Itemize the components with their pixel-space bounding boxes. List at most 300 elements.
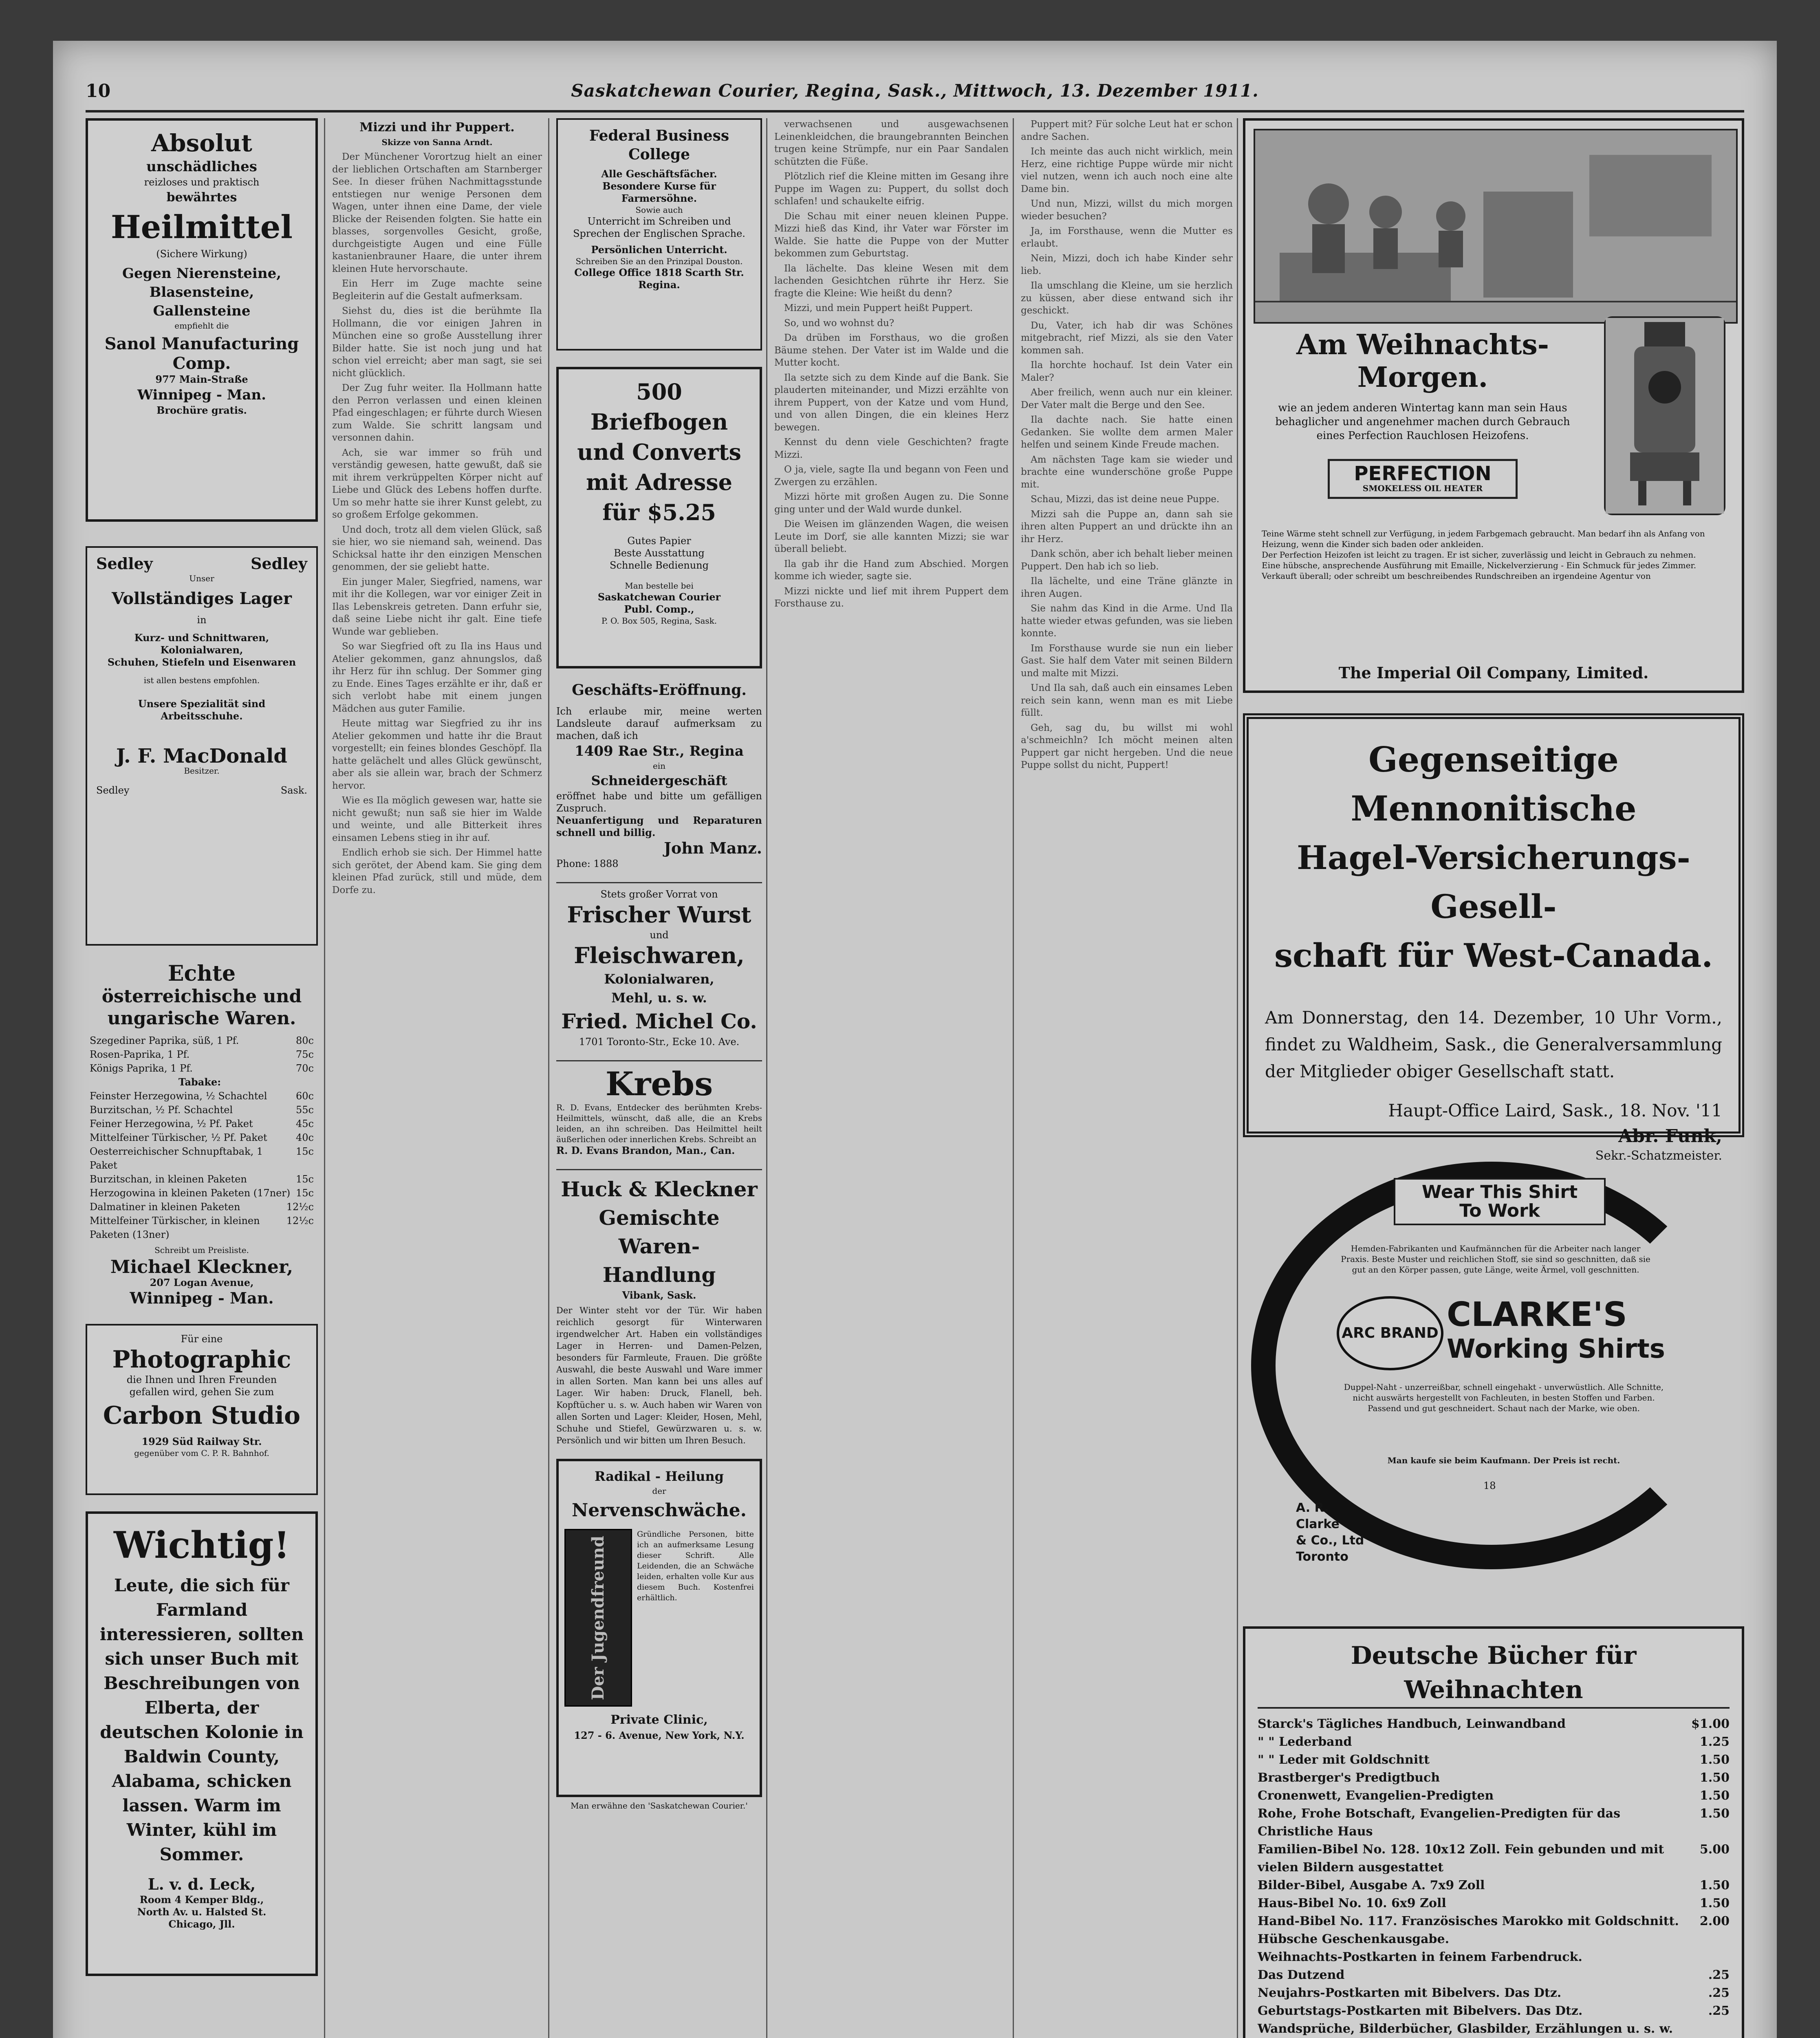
book-list-item (1258, 1733, 1730, 1751)
ad-carbon-l2: Photographic (112, 1345, 291, 1373)
story-paragraph: Mizzi nickte und lief mit ihrem Puppert dem Forsthause zu. (774, 586, 1009, 609)
clarke-name4: Toronto (1296, 1550, 1348, 1564)
ad-absolut-title: Absolut (151, 129, 252, 157)
ad-sedley-spec1: Unsere Spezialität sind (138, 698, 266, 710)
ad-krebs (556, 1060, 762, 1157)
ad-perfection-copy (1262, 329, 1584, 499)
story-paragraph: Puppert mit? Für solche Leut hat er schon andre Sachen. (1021, 119, 1233, 142)
book-title: Rohe, Frohe Botschaft, Evangelien-Predigten für das Christliche Haus (1258, 1806, 1620, 1839)
price-item-price: 15c (296, 1146, 314, 1157)
story-paragraph: Und doch, trotz all dem vielen Glück, saß sie hier, wo sie niemand sah, weinend. Das Schicksal hatte ihr den einzigen Menschen genommen, der sie geliebt hatte. (332, 524, 542, 572)
ad-mennonite-title2: Hagel-Versicherungs-Gesell- (1297, 838, 1690, 926)
perfection-brand-sub: SMOKELESS OIL HEATER (1362, 483, 1483, 493)
book-price-list (1258, 1715, 1730, 2038)
book-price: 1.50 (1699, 1771, 1730, 1785)
story-paragraph: Am nächsten Tage kam sie wieder und brachte eine wunderschöne große Puppe mit. (1021, 454, 1233, 490)
price-list-item (90, 1034, 314, 1048)
ad-carbon-addr2: gegenüber vom C. P. R. Bahnhof. (134, 1448, 269, 1458)
ad-sedley-right: Sedley (251, 554, 307, 573)
column-divider (1013, 118, 1014, 2038)
price-item-price: 80c (296, 1035, 314, 1046)
ad-absolut-line1: unschädliches (146, 159, 257, 175)
column-5-story (1021, 118, 1233, 2038)
book-list-item (1258, 1912, 1730, 1948)
ad-briefbogen (556, 367, 762, 668)
ad-kleckner-addr: 207 Logan Avenue, (150, 1277, 254, 1288)
ad-sedley-foot-right: Sask. (280, 785, 307, 796)
clarke-company (1296, 1500, 1364, 1565)
ad-sedley-owner: J. F. MacDonald (116, 745, 287, 768)
story-paragraph: So war Siegfried oft zu Ila ins Haus und Atelier gekommen, ganz ahnungslos, daß ihr Herz für ihn schlug. Der Sommer ging zu Ende. Eines Tages erzählte er ihr, daß er sich verlobt habe mit einem jungen Mädchen aus guter Familie. (332, 641, 542, 714)
ad-michel-name: Fried. Michel Co. (561, 1009, 757, 1033)
ad-wichtig-body: Leute, die sich für Farmland interessieren, sollten sich unser Buch mit Beschreibungen von Elberta, der deutschen Kolonie in Baldwin County, Alabama, schicken lassen. Warm im Winter, kühl im Sommer. (99, 1575, 304, 1864)
price-list-item (90, 1186, 314, 1200)
ad-manz-body: Ich erlaube mir, meine werten Landsleute darauf aufmerksam zu machen, daß ich (556, 706, 762, 741)
ad-michel (556, 882, 762, 1048)
story-paragraph: Ila lächelte. Das kleine Wesen mit dem lachenden Gesichtchen rührte ihr Herz. Sie fragte die Kleine: Wie heißt du denn? (774, 263, 1009, 299)
book-price: 1.50 (1699, 1789, 1730, 1803)
ad-radikal-body: Gründliche Personen, bitte ich an aufmerksame Lesung dieser Schrift. Alle Leidenden, die an Schwäche leiden, erhalten volle Kur aus diesem Buch. Kostenfrei erhältlich. (637, 1530, 754, 1602)
book-price (1721, 2020, 1730, 2038)
book-title: Familien-Bibel No. 128. 10x12 Zoll. Fein gebunden und mit vielen Bildern ausgestattet (1258, 1842, 1664, 1875)
ad-kleckner (86, 962, 318, 1308)
book-title: Neujahrs-Postkarten mit Bibelvers. Das Dtz. (1258, 1986, 1562, 2000)
ad-briefbogen-l7: P. O. Box 505, Regina, Sask. (601, 616, 717, 626)
ad-federal-l3: Sowie auch (635, 205, 683, 215)
price-item-price: 70c (296, 1063, 314, 1074)
book-list-item (1258, 2020, 1730, 2038)
price-item-name: Oesterreichischer Schnupftabak, 1 Paket (90, 1146, 263, 1171)
ad-michel-l5: Kolonialwaren, (604, 971, 714, 987)
ad-mennonite-name: Abr. Funk, (1618, 1126, 1722, 1147)
ad-wichtig-addr1: Room 4 Kemper Bldg., (139, 1894, 264, 1906)
ad-federal-title: Federal Business College (589, 127, 729, 163)
ad-mennonite-body: Am Donnerstag, den 14. Dezember, 10 Uhr Vorm., findet zu Waldheim, Sask., die Generalversammlung der Mitglieder obiger Gesellschaft statt. (1265, 1008, 1722, 1081)
story-paragraph: Siehst du, dies ist die berühmte Ila Hollmann, die vor einigen Jahren in München eine so große Ausstellung ihrer Bilder hatte. Sie ist noch jung und hat schon viel erreicht; aber man sagt, sie sei nicht glücklich. (332, 306, 542, 379)
price-item-price: 15c (296, 1187, 314, 1199)
story-paragraph: Und Ila sah, daß auch ein einsames Leben reich sein kann, wenn man es mit Liebe füllt. (1021, 683, 1233, 718)
story-paragraph: Die Weisen im glänzenden Wagen, die weisen Leute im Dorf, sie alle kannten Mizzi; sie war überall beliebt. (774, 519, 1009, 554)
ad-sedley-title: Vollständiges Lager (112, 589, 292, 608)
ad-absolut-sub: (Sichere Wirkung) (156, 248, 247, 260)
story-paragraph: O ja, viele, sagte Ila und begann von Feen und Zwergen zu erzählen. (774, 464, 1009, 487)
ad-briefbogen-l3: Schnelle Bedienung (610, 560, 709, 571)
ad-krebs-body: R. D. Evans, Entdecker des berühmten Krebs-Heilmittels, wünscht, daß alle, die an Krebs leiden, an ihn schreiben. Das Heilmittel heilt äußerlichen oder innerlichen Krebs. Schreibt an (556, 1103, 762, 1144)
ad-michel-l2: Frischer Wurst (567, 902, 751, 928)
price-item-price: 12½c (286, 1215, 314, 1226)
price-list-item (90, 1075, 314, 1089)
ad-absolut-city: Winnipeg - Man. (137, 387, 267, 403)
book-price: .25 (1708, 2004, 1730, 2018)
clarke-banner1: Wear This Shirt (1421, 1182, 1578, 1202)
ad-absolut-stone2: Blasensteine, (149, 284, 254, 300)
family-scene-svg (1255, 130, 1736, 322)
price-item-name: Mittelfeiner Türkischer, ½ Pf. Paket (90, 1132, 267, 1143)
ad-weihnachts-fine2: Der Perfection Heizofen ist leicht zu tragen. Er ist sicher, zuverlässig und leicht in Gebrauch zu nehmen. (1262, 550, 1696, 560)
price-item-name: Tabake: (178, 1076, 221, 1088)
story-paragraph: Ich meinte das auch nicht wirklich, mein Herz, eine richtige Puppe würde mir nicht viel nutzen, wenn ich auch noch eine alte Dame bin. (1021, 146, 1233, 194)
price-list-item (90, 1048, 314, 1061)
ad-absolut-product: Heilmittel (110, 209, 293, 246)
book-title: " " Lederband (1258, 1735, 1352, 1749)
ad-weihnachts-fine3: Eine hübsche, ansprechende Ausführung mit Emaille, Nickelverzierung - Ein Schmuck für jedes Zimmer. (1262, 560, 1697, 570)
price-list-item (90, 1200, 314, 1214)
ad-kleckner-name: Michael Kleckner, (110, 1257, 293, 1277)
book-list-item (1258, 1769, 1730, 1787)
price-item-name: Herzogowina in kleinen Paketen (17ner) (90, 1187, 291, 1199)
ad-mennonite-insurance (1243, 713, 1744, 1163)
story-paragraph: Ila umschlang die Kleine, um sie herzlich zu küssen, aber diese entwand sich ihr geschickt. (1021, 280, 1233, 316)
book-title: Cronenwett, Evangelien-Predigten (1258, 1789, 1494, 1803)
book-price: 2.00 (1699, 1914, 1730, 1928)
ad-michel-l3: und (650, 929, 669, 941)
clarke-num: 18 (1483, 1480, 1496, 1491)
book-price (1721, 1948, 1730, 1966)
story-paragraph: verwachsenen und ausgewachsenen Leinenkleidchen, die braungebrannten Beinchen trugen keine Strümpfe, nur ein Paar Sandalen schützten die Füße. (774, 119, 1009, 167)
story-paragraph: Aber freilich, wenn auch nur ein kleiner. Der Vater malt die Berge und den See. (1021, 387, 1233, 410)
ad-weihnachts-company: The Imperial Oil Company, Limited. (1338, 664, 1649, 682)
family-scene-illustration (1254, 129, 1738, 324)
ad-manz-body3: Neuanfertigung und Reparaturen schnell und billig. (556, 814, 762, 838)
book-list-item (1258, 1841, 1730, 1877)
ad-absolut-company: Sanol Manufacturing Comp. (104, 334, 299, 373)
book-price: 1.50 (1699, 1878, 1730, 1892)
book-price: 1.50 (1699, 1753, 1730, 1767)
ad-carbon-l3: die Ihnen und Ihren Freunden (126, 1374, 277, 1385)
story-paragraph: Mizzi, und mein Puppert heißt Puppert. (784, 303, 973, 313)
story-paragraph: Sie nahm das Kind in die Arme. Und Ila hatte wieder etwas gefunden, was sie lieben konnte. (1021, 603, 1233, 639)
clarke-banner (1394, 1178, 1606, 1225)
book-list-item (1258, 1966, 1730, 1984)
book-price: 1.50 (1699, 1896, 1730, 1910)
ad-wichtig-addr3: Chicago, Jll. (168, 1918, 235, 1930)
story-paragraph: Ila lächelte, und eine Träne glänzte in ihren Augen. (1021, 576, 1233, 599)
column-3 (556, 118, 762, 2038)
book-list-item (1258, 1751, 1730, 1769)
column-divider (766, 118, 767, 2038)
book-title: Geburtstags-Postkarten mit Bibelvers. Das Dtz. (1258, 2004, 1583, 2018)
newspaper-page (53, 41, 1777, 2038)
story-paragraph: Plötzlich rief die Kleine mitten im Gesang ihre Puppe im Wagen zu: Puppert, du sollst doch schlafen! und schaukelte eifrig. (774, 171, 1009, 207)
ad-perfection-fine-print (1262, 528, 1730, 581)
ad-sedley-owner-role: Besitzer. (184, 766, 220, 776)
book-list-item (1258, 1895, 1730, 1912)
clarke-details: Duppel-Naht - unzerreißbar, schnell eingehakt - unverwüstlich. Alle Schnitte, nicht auswärts hergestellt von Fachleuten, in besten Stoffen und Farben. Passend und gut geschneidert. Schaut nach der Marke, wie oben. (1344, 1382, 1664, 1413)
story-paragraph: Ein Herr im Zuge machte seine Begleiterin auf die Gestalt aufmerksam. (332, 278, 542, 302)
ad-huck-title3: Handlung (602, 1263, 716, 1287)
book-list-item (1258, 2002, 1730, 2020)
ad-kleckner-title2: österreichische und (101, 986, 302, 1007)
ad-manz-body2: eröffnet habe und bitte um gefälligen Zuspruch. (556, 790, 762, 814)
column-4-story (774, 118, 1009, 2038)
story-title: Mizzi und ihr Puppert. (359, 120, 515, 135)
book-list-item (1258, 1805, 1730, 1841)
story-paragraph: Dank schön, aber ich behalt lieber meinen Puppert. Den hab ich so lieb. (1021, 549, 1233, 572)
price-list-item (90, 1117, 314, 1131)
column-divider (548, 118, 549, 2038)
ad-weihnachts-fine1: Teine Wärme steht schnell zur Verfügung, in jedem Farbgemach gebraucht. Man bedarf ihn als Anfang von Heizung, wenn die Kinder sich baden oder ankleiden. (1262, 529, 1705, 549)
story-column-1 (332, 151, 542, 896)
ad-manz-ein: ein (652, 761, 666, 771)
ad-radikal (556, 1459, 762, 1797)
book-image (564, 1529, 632, 1707)
ad-radikal-title1: Radikal - Heilung (594, 1469, 724, 1484)
ad-mennonite-title3: schaft für West-Canada. (1274, 936, 1713, 975)
ad-briefbogen-title: 500 Briefbogen und Converts mit Adresse für $5.25 (577, 379, 741, 525)
ad-absolut-against: Gegen Nierensteine, (122, 265, 282, 282)
book-title: Starck's Tägliches Handbuch, Leinwandband (1258, 1717, 1566, 1731)
clarke-name3: & Co., Ltd (1296, 1533, 1364, 1548)
clarke-name1: A. R. (1296, 1501, 1329, 1515)
dateline: Saskatchewan Courier, Regina, Sask., Mittwoch, 13. Dezember 1911. (571, 81, 1259, 101)
story-paragraph: Mizzi hörte mit großen Augen zu. Die Sonne ging unter und der Wald wurde dunkel. (774, 492, 1009, 515)
price-item-name: Mittelfeiner Türkischer, in kleinen Paketen (13ner) (90, 1215, 260, 1240)
ad-kleckner-title1: Echte (167, 961, 236, 986)
ad-books-title: Deutsche Bücher für Weihnachten (1258, 1639, 1730, 1709)
ad-carbon-studio (86, 1324, 318, 1495)
story-paragraph: Ila dachte nach. Sie hatte einen Gedanken. Sie wollte dem armen Maler helfen und seinem Kinde Freude machen. (1021, 415, 1233, 450)
ad-federal-l2: Besondere Kurse für Farmersöhne. (602, 180, 716, 204)
story-paragraph: Ach, sie war immer so früh und verständig gewesen, hatte gewußt, daß sie mit ihrem verkrüppelten Körper nicht auf Liebe und Glück des Lebens hoffen durfte. Um so mehr hatte sie ihrer Kunst gelebt, zu so großem Erfolge gekommen. (332, 447, 542, 520)
book-title: Wandsprüche, Bilderbücher, Glasbilder, Erzählungen u. s. w. (1258, 2022, 1673, 2036)
ad-federal-l5: Persönlichen Unterricht. (591, 244, 727, 256)
ad-perfection-heater (1243, 118, 1744, 693)
price-item-price: 75c (296, 1049, 314, 1060)
ad-sedley (86, 546, 318, 946)
ad-weihnachts-title1: Am Weihnachts- (1296, 329, 1549, 361)
ad-radikal-title2: der (652, 1486, 666, 1496)
story-column-3 (1021, 118, 1233, 772)
clarke-wordmark (1447, 1296, 1665, 1365)
ad-manz-biz: Schneidergeschäft (591, 773, 727, 788)
price-item-name: Szegediner Paprika, süß, 1 Pf. (90, 1035, 239, 1046)
story-paragraph: Ila gab ihr die Hand zum Abschied. Morgen komme ich wieder, sagte sie. (774, 558, 1009, 582)
book-price: $1.00 (1691, 1717, 1730, 1731)
price-list-item (90, 1145, 314, 1172)
ad-radikal-title3: Nervenschwäche. (572, 1500, 747, 1521)
book-list-item (1258, 1715, 1730, 1733)
book-title: Haus-Bibel No. 10. 6x9 Zoll (1258, 1896, 1446, 1910)
book-title: Weihnachts-Postkarten in feinem Farbendruck. (1258, 1950, 1582, 1964)
ad-huck-kleckner (556, 1169, 762, 1447)
story-paragraph: Kennst du denn viele Geschichten? fragte Mizzi. (774, 437, 1009, 460)
ad-huck-title2: Gemischte Waren- (599, 1206, 720, 1258)
ad-manz-title: Geschäfts-Eröffnung. (572, 682, 747, 699)
ad-absolut (86, 118, 318, 522)
clarke-working: Working Shirts (1447, 1334, 1665, 1364)
ad-federal-l7: College Office 1818 Scarth Str. (574, 267, 744, 278)
clarke-note: Man kaufe sie beim Kaufmann. Der Preis ist recht. (1387, 1456, 1620, 1465)
price-list-item (90, 1131, 314, 1145)
price-item-name: Königs Paprika, 1 Pf. (90, 1063, 193, 1074)
ad-absolut-stone3: Gallensteine (153, 303, 251, 319)
arc-brand-text: ARC BRAND (1342, 1325, 1439, 1341)
ad-federal-college (556, 118, 762, 351)
story-paragraph: Die Schau mit einer neuen kleinen Puppe. Mizzi hieß das Kind, ihr Vater war Förster im Walde. Sie hatte die Puppe von der Mutter bekommen zum Geburtstag. (774, 211, 1009, 259)
ad-absolut-recommended: empfiehlt die (174, 321, 229, 331)
ad-kleckner-city: Winnipeg - Man. (130, 1289, 274, 1307)
ad-huck-body: Der Winter steht vor der Tür. Wir haben reichlich gesorgt für Winterwaren irgendwelcher Art. Haben ein vollständiges Lager in Herren- und Damen-Pelzen, besonders für Farmleute, Frauen. Die größte Auswahl, die beste Auswahl und Ware immer in allen Sorten. Man kann bei uns alles auf Lager. Wir haben: Druck, Flanell, beh. Kopftücher u. s. w. Auch haben wir Waren von allen Sorten und Lager: Kleider, Hosen, Mehl, Schuhe und Stiefel, Gewürzwaren u. s. w. Persönlich und wir bitten um Ihren Besuch. (556, 1306, 762, 1445)
price-list-item (90, 1061, 314, 1075)
ad-huck-title1: Huck & Kleckner (561, 1177, 758, 1201)
ad-briefbogen-l4: Man bestelle bei (625, 581, 694, 591)
price-item-name: Feiner Herzegowina, ½ Pf. Paket (90, 1118, 253, 1129)
ad-books (1243, 1626, 1744, 2038)
ad-carbon-name: Carbon Studio (103, 1401, 301, 1430)
story-paragraph: Ila horchte hochauf. Ist dein Vater ein Maler? (1021, 360, 1233, 383)
price-item-name: Rosen-Paprika, 1 Pf. (90, 1049, 190, 1060)
price-item-price: 40c (296, 1132, 314, 1143)
story-paragraph: Ila setzte sich zu dem Kinde auf die Bank. Sie plauderten miteinander, und Mizzi erzählte von ihrem Puppert, von der Katze und vom Hund, und von allen Dingen, die ein kleines Herz bewegen. (774, 372, 1009, 433)
ad-sedley-left: Sedley (96, 554, 153, 573)
ad-clarke-shirts (1243, 1162, 1744, 1610)
ad-radikal-clinic: Private Clinic, (610, 1713, 708, 1727)
column-divider (1237, 118, 1238, 2038)
story-paragraph: Nein, Mizzi, doch ich habe Kinder sehr lieb. (1021, 253, 1233, 276)
ad-weihnachts-title2: Morgen. (1357, 361, 1488, 394)
ad-michel-l4: Fleischwaren, (574, 942, 745, 968)
ad-sedley-note: ist allen bestens empfohlen. (143, 675, 260, 685)
price-item-price: 15c (296, 1173, 314, 1185)
ad-sedley-foot-left: Sedley (96, 785, 130, 796)
ad-sedley-spec2: Arbeitsschuhe. (161, 710, 243, 722)
book-price: 5.00 (1699, 1842, 1730, 1857)
ad-manz (556, 681, 762, 870)
story-paragraph: So, und wo wohnst du? (784, 318, 895, 329)
ad-sedley-goods3: Schuhen, Stiefeln und Eisenwaren (107, 656, 296, 668)
ad-federal-l1: Alle Geschäftsfächer. (601, 168, 717, 180)
ad-weihnachts-fine4: Verkauft überall; oder schreibt um beschreibendes Rundschreiben an irgendeine Agentur von (1262, 571, 1651, 581)
ad-wichtig-sig: L. v. d. Leck, (148, 1875, 256, 1893)
page-number: 10 (86, 81, 111, 101)
book-list-item (1258, 1787, 1730, 1805)
story-paragraph: Ein junger Maler, Siegfried, namens, war mit ihr die Kollegen, war vor einiger Zeit in Ilas Lebenskreis getreten. Dann erfuhr sie, daß seine Liebe nicht ihr galt. Eine tiefe Wunde war geblieben. (332, 576, 542, 637)
ad-federal-l6: Schreiben Sie an den Prinzipal Douston. (575, 256, 743, 266)
story-paragraph: Der Münchener Vorortzug hielt an einer der lieblichen Ortschaften am Starnberger See. In dieser frühen Nachmittagsstunde entstiegen nur wenige Personen dem Wagen, unter ihnen eine Dame, der viele Blicke der Reisenden folgten. Sie hatte ein blasses, sorgenvolles Gesicht, große, durchgeistigte Augen und eine Fülle kastanienbrauner Haare, die unter ihrem kleinen Hute hervorschaute. (332, 152, 542, 274)
price-item-name: Burzitschan, ½ Pf. Schachtel (90, 1104, 233, 1116)
heater-illustration (1604, 316, 1725, 515)
ad-wichtig (86, 1511, 318, 1976)
ad-briefbogen-l2: Beste Ausstattung (614, 547, 705, 559)
story-paragraph: Und nun, Mizzi, willst du mich morgen wieder besuchen? (1021, 199, 1233, 222)
book-title: Hand-Bibel No. 117. Französisches Marokko mit Goldschnitt. Hübsche Geschenkausgabe. (1258, 1914, 1679, 1946)
ad-wichtig-addr2: North Av. u. Halsted St. (137, 1906, 267, 1918)
price-item-price: 60c (296, 1090, 314, 1102)
story-paragraph: Endlich erhob sie sich. Der Himmel hatte sich gerötet, der Abend kam. Sie ging dem kleinen Pfad zurück, still und müde, dem Dorfe zu. (332, 847, 542, 895)
ad-michel-addr: 1701 Toronto-Str., Ecke 10. Ave. (579, 1036, 740, 1048)
book-list-item (1258, 1984, 1730, 2002)
price-list-item (90, 1089, 314, 1103)
ad-sedley-goods1: Kurz- und Schnittwaren, (134, 632, 269, 644)
ad-briefbogen-l1: Gutes Papier (627, 535, 691, 547)
ad-manz-addr: 1409 Rae Str., Regina (575, 743, 744, 759)
story-column-2 (774, 118, 1009, 610)
ad-michel-l6: Mehl, u. s. w. (611, 990, 707, 1006)
clarke-intro: Hemden-Fabrikanten und Kaufmännchen für die Arbeiter nach langer Praxis. Beste Muster und reichlichen Stoff, sie sind so geschnitten, daß sie gut an den Körper passen, gute Länge, weite Ärmel, voll geschnitten. (1341, 1244, 1650, 1275)
ad-mennonite-office: Haupt-Office Laird, Sask., 18. Nov. '11 (1388, 1101, 1722, 1120)
column-divider (324, 118, 325, 2038)
perfection-logo (1328, 459, 1518, 499)
book-price: 1.50 (1699, 1806, 1730, 1821)
book-cover-title: Der Jugendfreund (588, 1535, 608, 1700)
price-item-name: Dalmatiner in kleinen Paketen (90, 1201, 240, 1213)
ad-federal-l4: Unterricht im Schreiben und Sprechen der Englischen Sprache. (573, 216, 745, 239)
ad-briefbogen-l5: Saskatchewan Courier (597, 591, 721, 603)
clarke-name2: Clarke (1296, 1517, 1340, 1531)
ad-absolut-line2: reizloses und praktisch (144, 176, 260, 188)
story-paragraph: Ja, im Forsthause, wenn die Mutter es erlaubt. (1021, 226, 1233, 249)
price-item-price: 12½c (286, 1201, 314, 1213)
price-item-price (310, 1075, 314, 1089)
ad-manz-phone: Phone: 1888 (556, 858, 619, 869)
ad-michel-l1: Stets großer Vorrat von (600, 889, 718, 900)
ad-huck-place: Vibank, Sask. (622, 1289, 696, 1301)
story-paragraph: Geh, sag du, bu willst mi wohl a'schmeichln? Ich möcht meinen alten Puppert gar nicht hergeben. Und die neue Puppe sollst du nicht, Puppert! (1021, 722, 1233, 770)
clarke-name: CLARKE'S (1447, 1295, 1627, 1334)
column-2-story (332, 118, 542, 2038)
arc-brand-logo (1337, 1296, 1443, 1370)
ad-carbon-l4: gefallen wird, gehen Sie zum (129, 1386, 274, 1398)
ad-wichtig-title: Wichtig! (113, 1524, 290, 1567)
book-title: Bilder-Bibel, Ausgabe A. 7x9 Zoll (1258, 1878, 1485, 1892)
ad-sedley-goods2: Kolonialwaren, (160, 644, 243, 656)
ad-sedley-under: Unser (189, 573, 214, 583)
column-1 (86, 118, 318, 2038)
story-paragraph: Der Zug fuhr weiter. Ila Hollmann hatte den Perron verlassen und einen kleinen Pfad eingeschlagen; er führte durch Wiesen zum Walde. Sie schritt langsam und versonnen dahin. (332, 383, 542, 443)
ad-carbon-addr: 1929 Süd Railway Str. (141, 1436, 262, 1447)
ad-kleckner-price-list (90, 1034, 314, 1242)
heater-svg (1606, 318, 1724, 514)
price-item-name: Feinster Herzegowina, ½ Schachtel (90, 1090, 267, 1102)
story-paragraph: Heute mittag war Siegfried zu ihr ins Atelier gekommen und hatte ihr die Braut vorgestellt; ein feines blondes Geschöpf. Ila hatte gelächelt und alles Glück gewünscht, aber als sie allein war, brach der Schmerz hervor. (332, 718, 542, 791)
ad-absolut-address: 977 Main-Straße (155, 373, 248, 385)
book-title: " " Leder mit Goldschnitt (1258, 1753, 1430, 1767)
header-rule (86, 110, 1744, 112)
ad-sedley-in: in (197, 614, 207, 626)
book-price: .25 (1708, 1986, 1730, 2000)
clarke-banner2: To Work (1459, 1200, 1540, 1221)
book-price: 1.25 (1699, 1735, 1730, 1749)
book-title: Brastberger's Predigtbuch (1258, 1771, 1440, 1785)
ad-mennonite-role: Sekr.-Schatzmeister. (1595, 1149, 1722, 1163)
book-list-item (1258, 1877, 1730, 1895)
ad-radikal-note: Man erwähne den 'Saskatchewan Courier.' (571, 1801, 748, 1811)
price-list-item (90, 1172, 314, 1186)
ad-absolut-brochure: Brochüre gratis. (156, 404, 247, 416)
story-paragraph: Schau, Mizzi, das ist deine neue Puppe. (1031, 494, 1220, 505)
story-paragraph: Mizzi sah die Puppe an, dann sah sie ihren alten Puppert an und drückte ihn an ihr Herz. (1021, 509, 1233, 545)
ad-kleckner-note: Schreibt um Preisliste. (154, 1245, 249, 1255)
column-6 (1243, 118, 1744, 2038)
book-list-item (1258, 1948, 1730, 1966)
price-list-item (90, 1214, 314, 1242)
book-price: .25 (1708, 1968, 1730, 1982)
story-paragraph: Da drüben im Forsthaus, wo die großen Bäume stehen. Der Vater ist im Walde und die Mutter kocht. (774, 333, 1009, 368)
price-item-price: 45c (296, 1118, 314, 1129)
price-item-name: Burzitschan, in kleinen Paketen (90, 1173, 247, 1185)
price-list-item (90, 1103, 314, 1117)
story-paragraph: Wie es Ila möglich gewesen war, hatte sie nicht gewußt; nun saß sie hier im Walde und weinte, und alle Bitterkeit ihres einsamen Lebens stieg in ihr auf. (332, 795, 542, 843)
ad-kleckner-title3: ungarische Waren. (107, 1008, 296, 1029)
story-paragraph: Du, Vater, ich hab dir was Schönes mitgebracht, rief Mizzi, als sie den Vater kommen sah. (1021, 320, 1233, 356)
ad-briefbogen-l6: Publ. Comp., (624, 603, 694, 615)
ad-krebs-title: Krebs (605, 1065, 713, 1103)
perfection-brand: PERFECTION (1354, 462, 1492, 485)
ad-federal-l8: Regina. (638, 279, 680, 291)
page-header (86, 73, 1744, 110)
ad-absolut-line3: bewährtes (166, 190, 237, 205)
story-paragraph: Im Forsthause wurde sie nun ein lieber Gast. Sie half dem Vater mit seinen Bildern und malte mit Mizzi. (1021, 643, 1233, 679)
